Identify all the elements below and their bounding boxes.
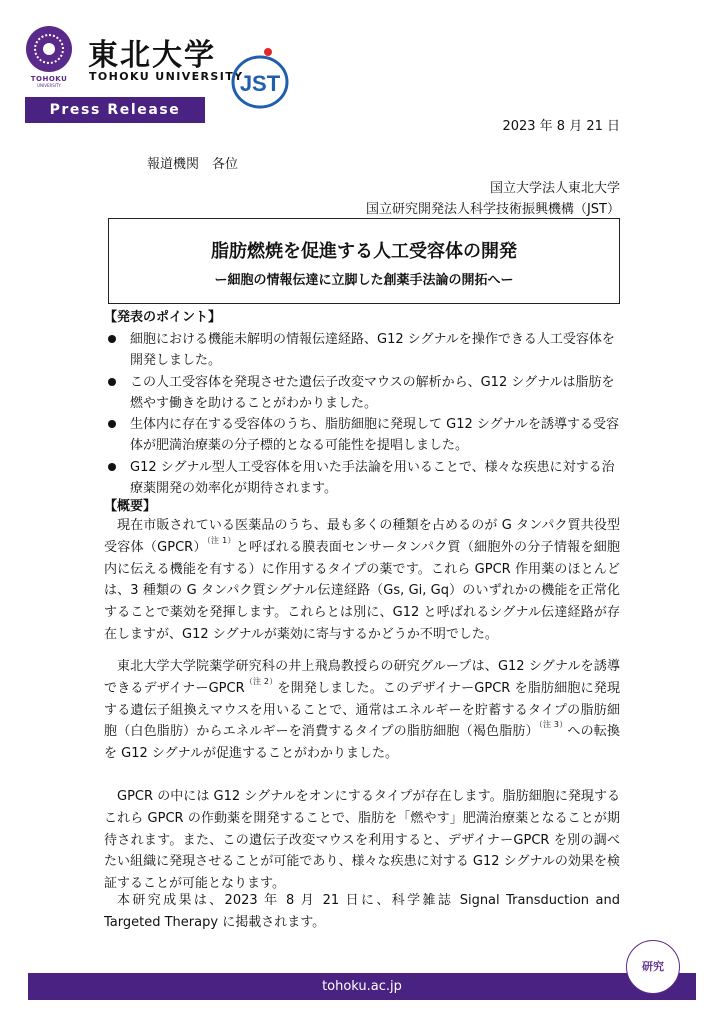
point-text: 生体内に存在する受容体のうち、脂肪細胞に発現して G12 シグナルを誘導する受容体が肥満治療薬の分子標的となる可能性を提唱しました。 bbox=[130, 417, 619, 453]
organization-tohoku: 国立大学法人東北大学 bbox=[489, 181, 620, 196]
points-heading: 【発表のポイント】 bbox=[104, 310, 222, 325]
bullet-icon bbox=[108, 420, 116, 428]
jst-logo-icon bbox=[230, 40, 290, 110]
tohoku-seal-icon bbox=[26, 26, 72, 72]
p1-text-b: と呼ばれる膜表面センサータンパク質（細胞外の分子情報を細胞内に伝える機能を有する）に作用するタイプの薬です。これら GPCR 作用薬のほとんどは、3 種類の G タンパク質シグナル伝達経路（Gs, Gi, Gq）のいずれかの機能を正常化することで薬効を発揮します。これらとは別に、G12 と呼ばれるシグナル伝達経路が存在しますが、G12 シグナルが薬効に寄与するかどうか不明でした。 bbox=[104, 539, 620, 642]
organization-jst: 国立研究開発法人科学技術振興機構（JST） bbox=[365, 202, 620, 217]
list-item bbox=[104, 372, 624, 414]
bullet-icon bbox=[108, 378, 116, 386]
p3-text: GPCR の中には G12 シグナルをオンにするタイプが存在します。脂肪細胞に発現するこれら GPCR の作動薬を開発することで、脂肪を「燃やす」肥満治療薬となることが期待されます。また、この遺伝子改変マウスを利用すると、デザイナーGPCR を別の調べたい組織に発現させることが可能であり、様々な疾患に対する G12 シグナルの効果を検証することが可能となります。 bbox=[104, 789, 620, 892]
p2-text-c: への転換を G12 シグナルが促進することがわかりました。 bbox=[104, 724, 620, 762]
recipients: 報道機関 各位 bbox=[147, 157, 239, 172]
summary-paragraph-3 bbox=[104, 786, 620, 895]
p4-text-b: に掲載されます。 bbox=[222, 914, 326, 930]
journal-name: Signal Transduction and Targeted Therapy bbox=[104, 893, 620, 930]
summary-paragraph-4 bbox=[104, 890, 620, 934]
bullet-icon bbox=[108, 335, 116, 343]
logo-text-small: UNIVERSITY bbox=[37, 83, 61, 88]
university-name-en: TOHOKU UNIVERSITY bbox=[89, 70, 244, 83]
footer-url[interactable]: tohoku.ac.jp bbox=[28, 973, 696, 1000]
note-2-ref: （注 2） bbox=[244, 676, 278, 686]
point-text: 細胞における機能未解明の情報伝達経路、G12 シグナルを操作できる人工受容体を開発しました。 bbox=[130, 332, 615, 368]
list-item bbox=[104, 414, 624, 456]
logo-text-en: TOHOKU bbox=[30, 75, 68, 83]
university-name-jp: 東北大学 bbox=[88, 38, 216, 73]
point-text: G12 シグナル型人工受容体を用いた手法論を用いることで、様々な疾患に対する治療薬開発の効率化が期待されます。 bbox=[130, 459, 615, 496]
list-item bbox=[104, 457, 624, 499]
title-box bbox=[108, 218, 620, 304]
p1-text-a: 現在市販されている医薬品のうち、最も多くの種類を占めるのが G タンパク質共役型受容体（GPCR） bbox=[104, 518, 620, 555]
press-release-banner: Press Release bbox=[25, 97, 205, 123]
p2-text-a: 東北大学大学院薬学研究科の井上飛鳥教授らの研究グループは、G12 シグナルを誘導できるデザイナーGPCR bbox=[104, 659, 620, 696]
summary-heading: 【概要】 bbox=[104, 499, 157, 514]
list-item bbox=[104, 329, 624, 371]
summary-paragraph-2 bbox=[104, 656, 620, 765]
points-list bbox=[104, 329, 624, 499]
summary-paragraph-1 bbox=[104, 515, 620, 646]
point-text: この人工受容体を発現させた遺伝子改変マウスの解析から、G12 シグナルは脂肪を燃やす働きを助けることがわかりました。 bbox=[130, 374, 615, 411]
jst-logo-text: JST bbox=[239, 71, 281, 96]
p4-text-a: 本研究成果は、2023 年 8 月 21 日に、科学雑誌 bbox=[117, 893, 454, 908]
research-stamp: 研究 bbox=[626, 940, 680, 994]
tohoku-logo bbox=[24, 26, 74, 90]
press-title: 脂肪燃焼を促進する人工受容体の開発 bbox=[211, 241, 517, 262]
bullet-icon bbox=[108, 463, 116, 471]
note-3-ref: （注 3） bbox=[538, 720, 568, 730]
release-date: 2023 年 8 月 21 日 bbox=[502, 119, 620, 134]
note-1-ref: （注 1） bbox=[206, 535, 236, 545]
press-subtitle: ー細胞の情報伝達に立脚した創薬手法論の開拓へー bbox=[214, 273, 514, 288]
p2-text-b: を開発しました。このデザイナーGPCR を脂肪細胞に発現する遺伝子組換えマウスを用いることで、通常はエネルギーを貯蓄するタイプの脂肪細胞（白色脂肪）からエネルギーを消費するタイプの脂肪細胞（褐色脂肪） bbox=[104, 680, 620, 740]
